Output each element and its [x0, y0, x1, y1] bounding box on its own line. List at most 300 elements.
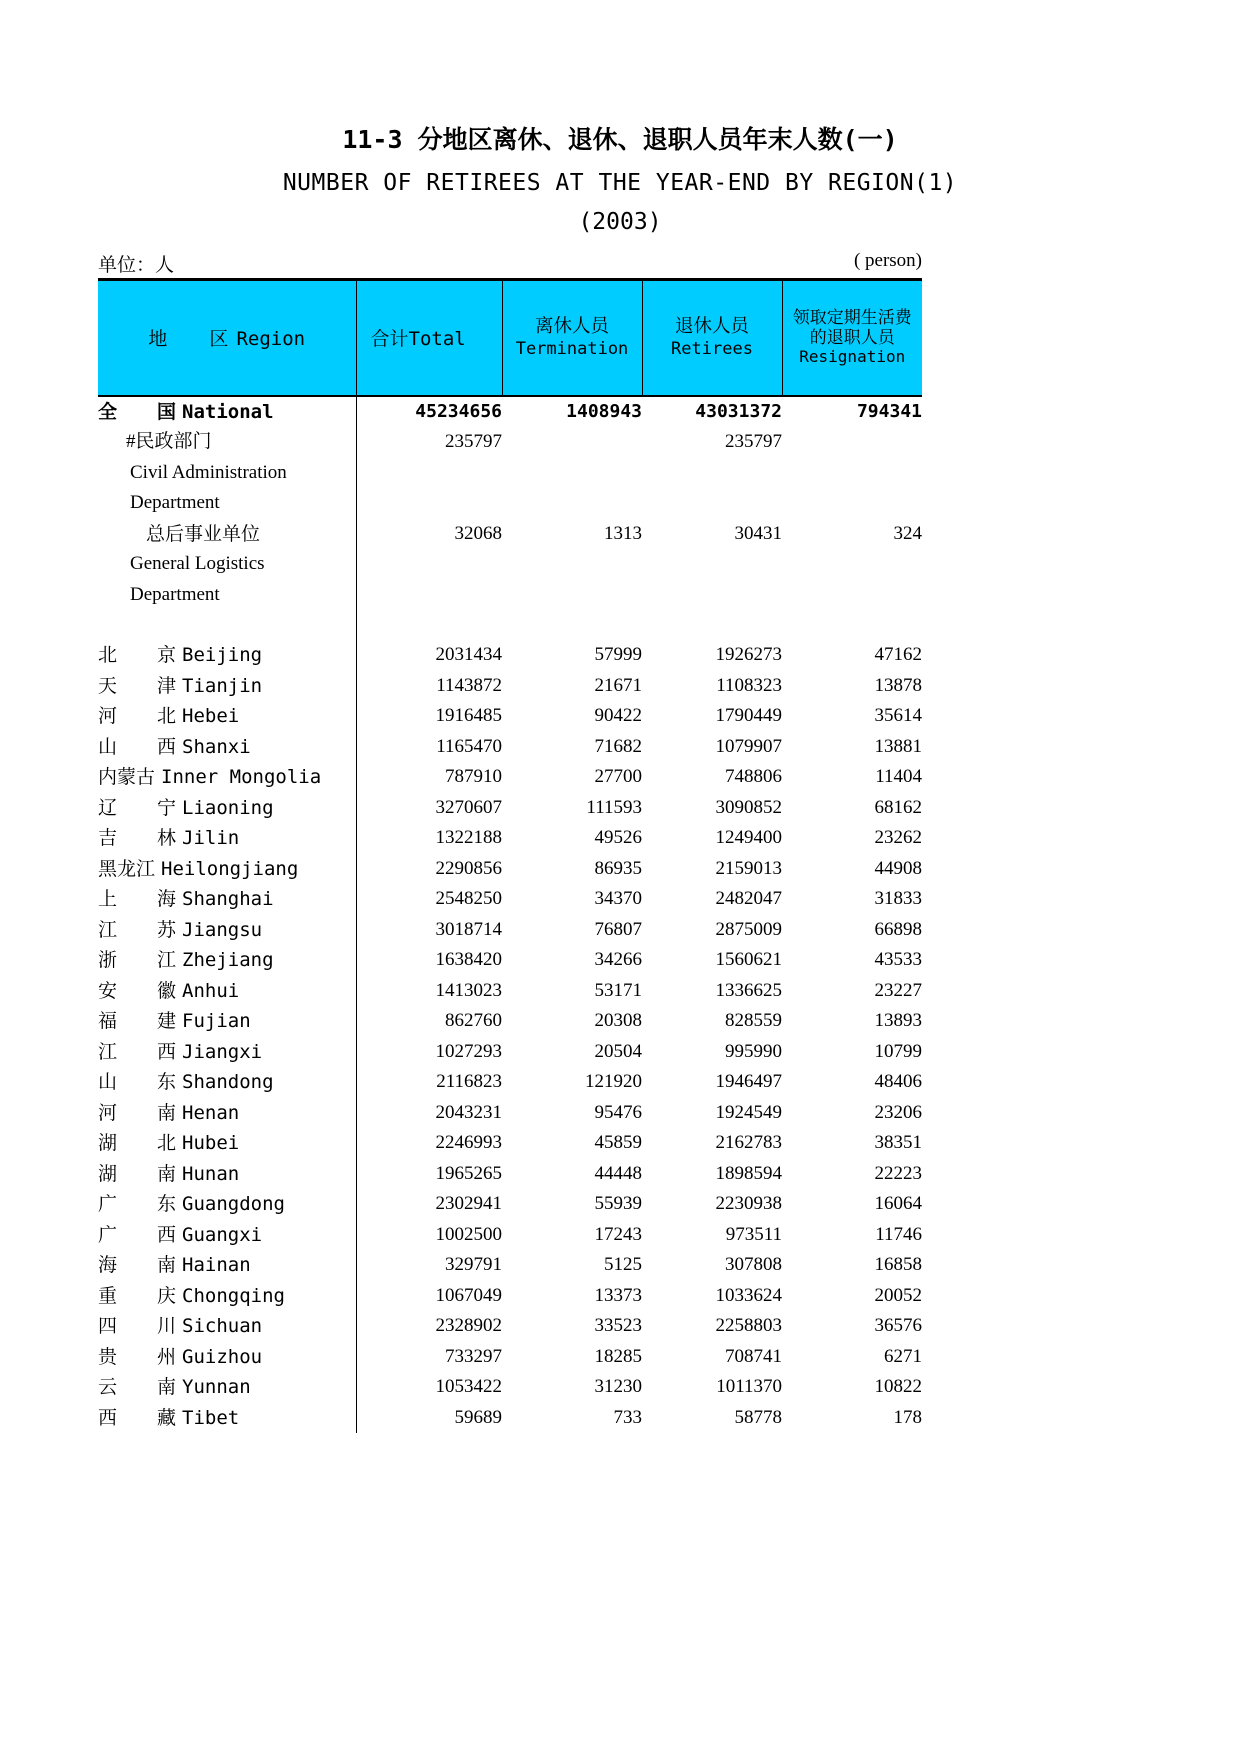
row-region-label: [98, 610, 356, 640]
region-name-cn2: 南: [157, 1162, 177, 1185]
region-name-en: Tianjin: [182, 674, 263, 697]
region-name-cn: 湖: [98, 1162, 118, 1185]
row-value-total: 32068: [454, 522, 502, 544]
row-value-termination: 31230: [594, 1376, 642, 1398]
column-header-retirees: [642, 279, 782, 396]
region-name-cn: 山: [98, 735, 118, 758]
table-row: [98, 945, 922, 976]
table-row: [98, 549, 922, 580]
row-value-resignation: 22223: [874, 1162, 922, 1184]
row-value-retirees: 1249400: [715, 827, 782, 849]
row-value-total: [356, 610, 502, 640]
region-name-cn: 北: [98, 644, 118, 667]
row-region-label: [98, 1250, 356, 1281]
row-value-resignation: 11404: [875, 766, 922, 788]
row-value-total: [356, 580, 502, 611]
row-value-total: 2548250: [435, 888, 502, 910]
row-value-termination: [502, 458, 642, 489]
row-value-termination: 90422: [594, 705, 642, 727]
row-value-retirees: [642, 580, 782, 611]
row-region-label: [98, 1159, 356, 1190]
row-value-resignation: 13893: [874, 1010, 922, 1032]
row-value-termination: 18285: [594, 1345, 642, 1367]
row-value-resignation: 47162: [874, 644, 922, 666]
row-value-retirees: 828559: [725, 1010, 782, 1032]
region-name-cn2: 苏: [157, 918, 177, 941]
region-name-cn2: 南: [157, 1376, 177, 1399]
region-name-en: Fujian: [182, 1010, 251, 1033]
row-value-total: 2328902: [435, 1315, 502, 1337]
row-value-total: 329791: [445, 1254, 502, 1276]
region-name-label: 总后事业单位: [146, 522, 261, 545]
title-year: (2003): [578, 208, 662, 235]
row-value-total: 235797: [445, 431, 502, 453]
region-name-en: Hubei: [182, 1132, 240, 1155]
row-value-retirees: 2482047: [715, 888, 782, 910]
row-value-retirees: 58778: [734, 1406, 782, 1428]
row-region-label: [98, 945, 356, 976]
row-value-total: 862760: [445, 1010, 502, 1032]
region-name-en: National: [182, 400, 274, 423]
table-row: [98, 1250, 922, 1281]
row-value-resignation: 35614: [874, 705, 922, 727]
row-value-resignation: [782, 427, 922, 458]
row-region-label: [98, 1281, 356, 1312]
region-name-en: Guangdong: [182, 1193, 285, 1216]
region-name-cn2: 林: [157, 827, 177, 850]
row-value-resignation: 36576: [874, 1315, 922, 1337]
row-value-termination: 733: [613, 1406, 642, 1428]
table-row: [98, 427, 922, 458]
row-value-resignation: [782, 549, 922, 580]
table-row: [98, 732, 922, 763]
row-value-total: 3270607: [435, 796, 502, 818]
region-name-cn2: 江: [157, 949, 177, 972]
table-row: [98, 1281, 922, 1312]
region-name-cn: 安: [98, 979, 118, 1002]
region-name-cn2: 国: [157, 400, 177, 423]
region-name-cn: 吉: [98, 827, 118, 850]
table-row: [98, 976, 922, 1007]
row-region-label: [98, 519, 356, 550]
unit-label-chinese: 单位：人: [98, 254, 175, 276]
table-row: [98, 1067, 922, 1098]
row-value-total: 2302941: [435, 1193, 502, 1215]
row-value-termination: 76807: [594, 918, 642, 940]
row-value-retirees: 708741: [725, 1345, 782, 1367]
region-name-cn2: 东: [157, 1193, 177, 1216]
table-row: [98, 458, 922, 489]
row-region-label: [98, 854, 356, 885]
row-value-retirees: 1946497: [715, 1071, 782, 1093]
row-value-resignation: 794341: [856, 400, 922, 422]
region-name-cn2: 宁: [157, 796, 177, 819]
table-row: [98, 1311, 922, 1342]
row-value-resignation: 20052: [874, 1284, 922, 1306]
row-value-resignation: 13881: [874, 735, 922, 757]
row-value-total: [356, 458, 502, 489]
header-region-cn2: 区: [209, 328, 229, 351]
row-value-retirees: 3090852: [715, 796, 782, 818]
row-value-termination: [502, 580, 642, 611]
row-region-label: [98, 762, 356, 793]
row-value-termination: 57999: [594, 644, 642, 666]
row-value-resignation: 48406: [874, 1071, 922, 1093]
row-value-retirees: [642, 488, 782, 519]
row-value-termination: 5125: [604, 1254, 642, 1276]
row-value-resignation: 16064: [874, 1193, 922, 1215]
table-container: [98, 278, 922, 1434]
region-name-en: Jiangsu: [182, 918, 263, 941]
table-row: [98, 701, 922, 732]
region-name-cn: 上: [98, 888, 118, 911]
region-name-en: Heilongjiang: [161, 857, 299, 880]
row-value-resignation: [782, 488, 922, 519]
row-value-resignation: 23262: [874, 827, 922, 849]
table-row: [98, 1006, 922, 1037]
header-retirees-en: Retirees: [671, 338, 753, 359]
region-name-en: Shanxi: [182, 735, 251, 758]
region-name-cn: 海: [98, 1254, 118, 1277]
region-name-cn: 浙: [98, 949, 118, 972]
row-value-total: 1965265: [435, 1162, 502, 1184]
row-region-label: [98, 976, 356, 1007]
unit-row: [98, 250, 922, 276]
row-region-label: [98, 488, 356, 519]
region-name-cn2: 庆: [157, 1284, 177, 1307]
row-value-resignation: 31833: [874, 888, 922, 910]
row-value-retirees: 235797: [725, 431, 782, 453]
header-retirees-cn: 退休人员: [674, 316, 749, 338]
row-value-total: 787910: [445, 766, 502, 788]
row-region-label: [98, 1403, 356, 1434]
row-value-total: 1143872: [436, 674, 502, 696]
row-value-resignation: [782, 580, 922, 611]
row-value-total: [356, 488, 502, 519]
region-name-cn: 福: [98, 1010, 118, 1033]
table-head: [98, 279, 922, 396]
row-region-label: [98, 1342, 356, 1373]
column-header-region: [98, 279, 356, 396]
row-value-retirees: 1108323: [716, 674, 782, 696]
row-value-resignation: 23227: [874, 979, 922, 1001]
row-value-termination: 20308: [594, 1010, 642, 1032]
row-region-label: [98, 793, 356, 824]
row-region-label: [98, 580, 356, 611]
row-value-resignation: 16858: [874, 1254, 922, 1276]
row-value-total: 3018714: [435, 918, 502, 940]
region-name-en: Tibet: [182, 1406, 240, 1429]
table-row: [98, 640, 922, 671]
row-region-label: [98, 884, 356, 915]
header-region-cn1: 地: [148, 328, 168, 351]
row-region-label: [98, 823, 356, 854]
region-name-en: Beijing: [182, 644, 263, 667]
header-region-en: Region: [236, 328, 306, 351]
region-name-cn2: 西: [157, 1223, 177, 1246]
region-name-cn2: 西: [157, 1040, 177, 1063]
row-value-termination: 121920: [585, 1071, 642, 1093]
row-value-termination: [502, 610, 642, 640]
row-value-total: 1413023: [435, 979, 502, 1001]
region-name-cn2: 北: [157, 1132, 177, 1155]
row-region-label: [98, 1067, 356, 1098]
region-name-cn: 江: [98, 918, 118, 941]
region-name-cn2: 北: [157, 705, 177, 728]
region-name-cn2: 建: [157, 1010, 177, 1033]
region-name-cn: 黑龙江: [98, 857, 156, 880]
region-name-cn: 天: [98, 674, 118, 697]
row-value-total: 1638420: [435, 949, 502, 971]
region-name-en: Anhui: [182, 979, 240, 1002]
region-name-en: Hebei: [182, 705, 240, 728]
region-name-label: Department: [130, 583, 220, 605]
region-name-cn: 云: [98, 1376, 118, 1399]
row-value-retirees: 2230938: [715, 1193, 782, 1215]
row-value-termination: 20504: [594, 1040, 642, 1062]
region-name-label: Civil Administration: [130, 461, 287, 483]
table-row: [98, 1098, 922, 1129]
table-row: [98, 1372, 922, 1403]
row-value-termination: 1313: [604, 522, 642, 544]
row-value-retirees: 1011370: [716, 1376, 782, 1398]
region-name-en: Guizhou: [182, 1345, 263, 1368]
table-row: [98, 762, 922, 793]
row-value-total: 1916485: [435, 705, 502, 727]
row-value-termination: 44448: [594, 1162, 642, 1184]
column-header-termination: [502, 279, 642, 396]
table-row: [98, 1220, 922, 1251]
row-region-label: [98, 1037, 356, 1068]
region-name-cn: 山: [98, 1071, 118, 1094]
region-name-cn2: 藏: [157, 1406, 177, 1429]
region-name-en: Shandong: [182, 1071, 274, 1094]
row-value-resignation: 324: [893, 522, 922, 544]
row-region-label: [98, 1189, 356, 1220]
row-value-retirees: 1926273: [715, 644, 782, 666]
row-value-retirees: 1033624: [715, 1284, 782, 1306]
row-value-termination: 95476: [594, 1101, 642, 1123]
table-row: [98, 1037, 922, 1068]
region-name-cn: 四: [98, 1315, 118, 1338]
title-block: [0, 0, 1240, 238]
row-value-retirees: 2162783: [715, 1132, 782, 1154]
table-row: [98, 671, 922, 702]
table-row: [98, 1128, 922, 1159]
row-value-total: 1322188: [435, 827, 502, 849]
row-value-termination: 49526: [594, 827, 642, 849]
row-value-total: 1053422: [435, 1376, 502, 1398]
region-name-en: Henan: [182, 1101, 240, 1124]
region-name-label: General Logistics: [130, 553, 265, 575]
row-value-retirees: [642, 549, 782, 580]
region-name-en: Hunan: [182, 1162, 240, 1185]
row-value-retirees: 307808: [725, 1254, 782, 1276]
column-header-resignation: [782, 279, 922, 396]
region-name-cn: 西: [98, 1406, 118, 1429]
title-chinese: 11-3 分地区离休、退休、退职人员年末人数(一): [342, 125, 898, 154]
row-value-resignation: 38351: [874, 1132, 922, 1154]
region-name-cn2: 西: [157, 735, 177, 758]
table-row: [98, 1342, 922, 1373]
region-name-cn2: 川: [157, 1315, 177, 1338]
row-value-resignation: [782, 458, 922, 489]
header-row: [98, 279, 922, 396]
table-row: [98, 1403, 922, 1434]
row-value-termination: 55939: [594, 1193, 642, 1215]
row-value-retirees: 2159013: [715, 857, 782, 879]
row-value-total: [356, 549, 502, 580]
title-english: NUMBER OF RETIREES AT THE YEAR-END BY REGION(1): [282, 169, 958, 196]
table-row: [98, 396, 922, 428]
header-termination-cn: 离休人员: [534, 316, 609, 338]
table-row: [98, 884, 922, 915]
region-name-cn: 河: [98, 1101, 118, 1124]
row-value-resignation: 43533: [874, 949, 922, 971]
row-region-label: [98, 458, 356, 489]
row-value-retirees: 748806: [725, 766, 782, 788]
row-value-total: 2043231: [435, 1101, 502, 1123]
region-name-cn: 湖: [98, 1132, 118, 1155]
row-value-termination: [502, 549, 642, 580]
table-row: [98, 823, 922, 854]
row-value-retirees: 973511: [725, 1223, 782, 1245]
region-name-label: #民政部门: [126, 431, 212, 453]
row-region-label: [98, 1220, 356, 1251]
table-row: [98, 519, 922, 550]
region-name-en: Hainan: [182, 1254, 251, 1277]
region-name-en: Shanghai: [182, 888, 274, 911]
row-value-resignation: 10822: [874, 1376, 922, 1398]
row-value-retirees: 30431: [734, 522, 782, 544]
table-row: [98, 793, 922, 824]
row-value-retirees: 2258803: [715, 1315, 782, 1337]
row-value-resignation: 13878: [874, 674, 922, 696]
table-row: [98, 854, 922, 885]
header-total-label: 合计Total: [370, 328, 466, 351]
row-value-termination: 34266: [594, 949, 642, 971]
row-region-label: [98, 396, 356, 428]
region-name-en: Chongqing: [182, 1284, 285, 1307]
table-row: [98, 610, 922, 640]
row-region-label: [98, 1372, 356, 1403]
row-value-total: 2246993: [435, 1132, 502, 1154]
row-value-total: 1002500: [435, 1223, 502, 1245]
row-value-total: 2031434: [435, 644, 502, 666]
region-name-cn2: 州: [157, 1345, 177, 1368]
table-body: [98, 396, 922, 1434]
region-name-cn: 重: [98, 1284, 118, 1307]
region-name-cn: 广: [98, 1223, 118, 1246]
header-termination-en: Termination: [515, 338, 629, 359]
region-name-cn2: 南: [157, 1101, 177, 1124]
unit-label-english: ( person): [853, 249, 922, 271]
table-row: [98, 1159, 922, 1190]
header-resignation-cn2: 的退职人员: [809, 328, 895, 349]
row-value-total: 59689: [454, 1406, 502, 1428]
row-value-resignation: [782, 610, 922, 640]
row-region-label: [98, 640, 356, 671]
table-row: [98, 580, 922, 611]
region-name-cn2: 津: [157, 674, 177, 697]
row-value-total: 1067049: [435, 1284, 502, 1306]
table-row: [98, 1189, 922, 1220]
region-name-cn: 河: [98, 705, 118, 728]
row-value-termination: 53171: [594, 979, 642, 1001]
row-value-termination: 71682: [594, 735, 642, 757]
region-name-en: Inner Mongolia: [161, 766, 322, 789]
row-value-termination: 13373: [594, 1284, 642, 1306]
region-name-en: Guangxi: [182, 1223, 263, 1246]
row-value-retirees: 43031372: [695, 400, 782, 422]
row-value-resignation: 178: [893, 1406, 922, 1428]
row-value-total: 1165470: [436, 735, 502, 757]
row-value-retirees: 995990: [725, 1040, 782, 1062]
row-value-termination: [502, 488, 642, 519]
region-name-cn2: 南: [157, 1254, 177, 1277]
region-name-cn2: 徽: [157, 979, 177, 1002]
retirees-table: [98, 278, 922, 1434]
region-name-en: Zhejiang: [182, 949, 274, 972]
header-resignation-en: Resignation: [799, 347, 906, 367]
row-value-termination: [502, 427, 642, 458]
row-value-resignation: 6271: [884, 1345, 922, 1367]
row-region-label: [98, 915, 356, 946]
row-region-label: [98, 1311, 356, 1342]
row-value-termination: 86935: [594, 857, 642, 879]
region-name-cn: 全: [98, 400, 118, 423]
row-value-total: 45234656: [415, 400, 502, 422]
region-name-en: Jiangxi: [182, 1040, 263, 1063]
row-value-resignation: 11746: [875, 1223, 922, 1245]
region-name-en: Liaoning: [182, 796, 274, 819]
header-resignation-cn1: 领取定期生活费: [792, 308, 912, 329]
region-name-en: Sichuan: [182, 1315, 263, 1338]
region-name-cn2: 东: [157, 1071, 177, 1094]
row-value-retirees: [642, 458, 782, 489]
row-value-retirees: [642, 610, 782, 640]
row-value-retirees: 1898594: [715, 1162, 782, 1184]
row-value-resignation: 66898: [874, 918, 922, 940]
row-value-retirees: 1336625: [715, 979, 782, 1001]
row-value-resignation: 44908: [874, 857, 922, 879]
row-region-label: [98, 1098, 356, 1129]
region-name-cn: 江: [98, 1040, 118, 1063]
row-value-resignation: 23206: [874, 1101, 922, 1123]
row-value-retirees: 1790449: [715, 705, 782, 727]
region-name-cn: 贵: [98, 1345, 118, 1368]
row-value-termination: 34370: [594, 888, 642, 910]
region-name-cn: 辽: [98, 796, 118, 819]
region-name-cn2: 京: [157, 644, 177, 667]
table-row: [98, 488, 922, 519]
region-name-cn: 广: [98, 1193, 118, 1216]
row-region-label: [98, 1128, 356, 1159]
row-region-label: [98, 549, 356, 580]
row-value-total: 2290856: [435, 857, 502, 879]
row-value-resignation: 10799: [874, 1040, 922, 1062]
column-header-total: [356, 279, 502, 396]
row-value-retirees: 1079907: [715, 735, 782, 757]
row-region-label: [98, 427, 356, 458]
row-value-termination: 45859: [594, 1132, 642, 1154]
row-region-label: [98, 671, 356, 702]
row-region-label: [98, 1006, 356, 1037]
row-value-termination: 1408943: [566, 400, 642, 422]
row-value-termination: 111593: [586, 796, 642, 818]
row-region-label: [98, 732, 356, 763]
row-value-termination: 21671: [594, 674, 642, 696]
